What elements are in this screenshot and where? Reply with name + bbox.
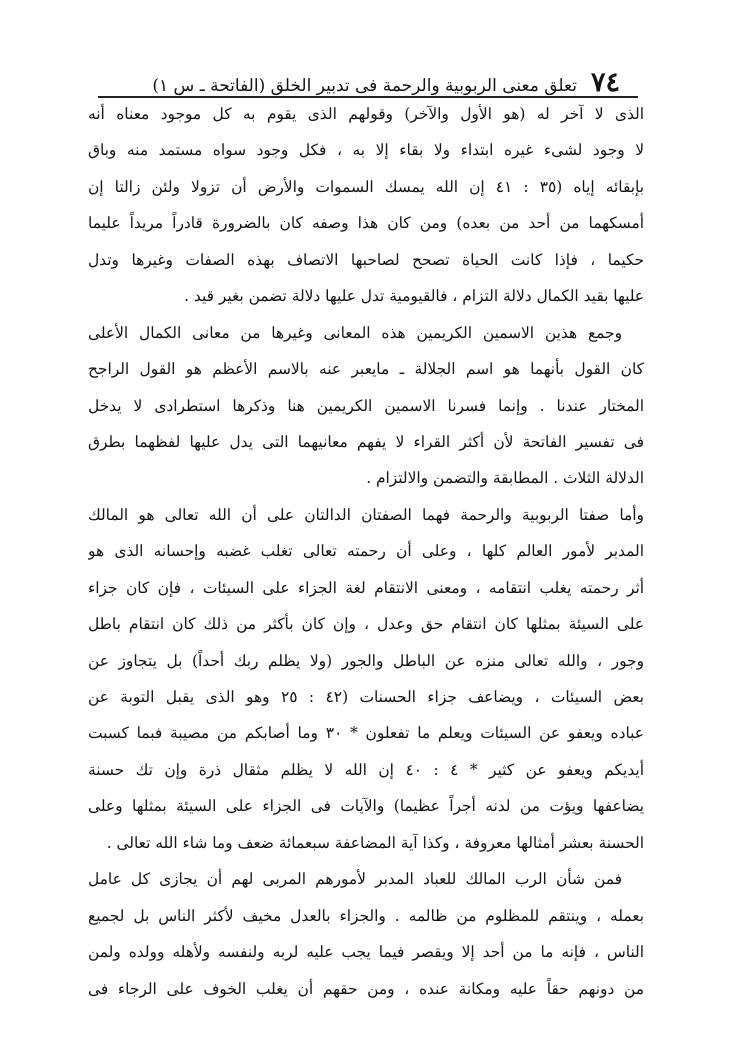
text-line: الحسنة بعشر أمثالها معروفة ، وكذا آية المضاعفة سبعمائة ضعف وما شاء الله تعالى .: [106, 833, 644, 852]
running-title: تعلق معنى الربوبية والرحمة فى تدبير الخلق (الفاتحة ـ س ١): [152, 75, 577, 96]
text-line: كان القول بأنهما هو اسم الجلالة ـ مايعبر عنه بالاسم الأعظم هو القول الراجح: [88, 360, 644, 379]
text-line: أثر رحمته يغلب انتقامه ، ومعنى الانتقام لغة الجزاء على السيئات ، فإن كان جزاء: [88, 578, 644, 597]
text-line: بإبقائه إياه (٣٥ : ٤١ إن الله يمسك السموات والأرض أن تزولا ولئن زالتا إن: [88, 177, 644, 196]
text-line: يضاعفها ويؤت من لدنه أجراً عظيما) والآيات فى الجزاء على السيئة بمثلها وعلى: [88, 797, 644, 816]
text-line: وجور ، والله تعالى منزه عن الباطل والجور (ولا يظلم ربك أحداً) بل يتجاوز عن: [88, 651, 644, 670]
text-line: فى تفسير الفاتحة لأن أكثر القراء لا يفهم معانيهما التى يدل عليها لفظهما بطرق: [88, 432, 644, 451]
text-line: أمسكهما من أحد من بعده) ومن كان هذا وصفه كان بالضرورة قادراً مريداً عليما: [88, 214, 644, 233]
text-line: على السيئة بمثلها كان انتقام حق وعدل ، وإن كان بأكثر من ذلك كان انتقام باطل: [88, 615, 644, 634]
text-line: الذى لا آخر له (هو الأول والآخر) وقولهم الذى يقوم به كل موجود معناه أنه: [88, 105, 644, 123]
text-line: بعض السيئات ، ويضاعف جزاء الحسنات (٤٢ : ٢٥ وهو الذى يقبل التوبة عن: [88, 688, 644, 706]
text-line: المختار عندنا . وإنما فسرنا الاسمين الكريمين هنا وذكرها استطرادى لا يدخل: [88, 396, 644, 415]
text-line: بعمله ، وينتقم للمظلوم من ظالمه . والجزاء بالعدل مخيف لأكثر الناس بل لجميع: [88, 906, 644, 925]
text-line: المدبر لأمور العالم كلها ، وعلى أن رحمته تعالى تغلب غضبه وإحسانه الذى هو: [88, 542, 644, 561]
page-number: ٧٤: [590, 67, 620, 98]
page-header: [150, 56, 620, 96]
body-text: [88, 96, 644, 1007]
text-line: عباده ويعفو عن السيئات ويعلم ما تفعلون * ٣٠ وما أصابكم من مصيبة فبما كسبت: [88, 724, 644, 743]
text-line: الدلالة الثلاث . المطابقة والتضمن والالتزام .: [366, 469, 644, 488]
text-line: حكيما ، فإذا كانت الحياة تصحح لصاحبها الاتصاف بهذه الصفات وغيرها وتدل: [88, 250, 644, 269]
text-line: أيديكم ويعفو عن كثير * ٤ : ٤٠ إن الله لا يظلم مثقال ذرة وإن تك حسنة: [88, 760, 644, 779]
text-line: فمن شأن الرب المالك للعباد المدبر لأمورهم المربى لهم أن يجازى كل عامل: [88, 870, 622, 889]
text-line: لا وجود لشىء غيره ابتداء ولا بقاء إلا به ، فكل وجود سواه مستمد منه وباق: [88, 141, 644, 160]
text-line: وجمع هذين الاسمين الكريمين هذه المعانى وغيرها من معانى الكمال الأعلى: [88, 323, 622, 342]
text-line: وأما صفتا الربوبية والرحمة فهما الصفتان الدالتان على أن الله تعالى هو المالك: [88, 505, 644, 524]
text-line: من دونهم حقاً عليه ومكانة عنده ، ومن حقهم أن يغلب الخوف على الرجاء فى: [88, 979, 644, 998]
text-line: الناس ، فإنه ما من أحد إلا ويقصر فيما يجب عليه لربه ولنفسه ولأهله وولده ولمن: [88, 943, 644, 962]
text-line: عليها بقيد الكمال دلالة التزام ، فالقيومية تدل عليها دلالة تضمن بغير قيد .: [184, 287, 644, 306]
